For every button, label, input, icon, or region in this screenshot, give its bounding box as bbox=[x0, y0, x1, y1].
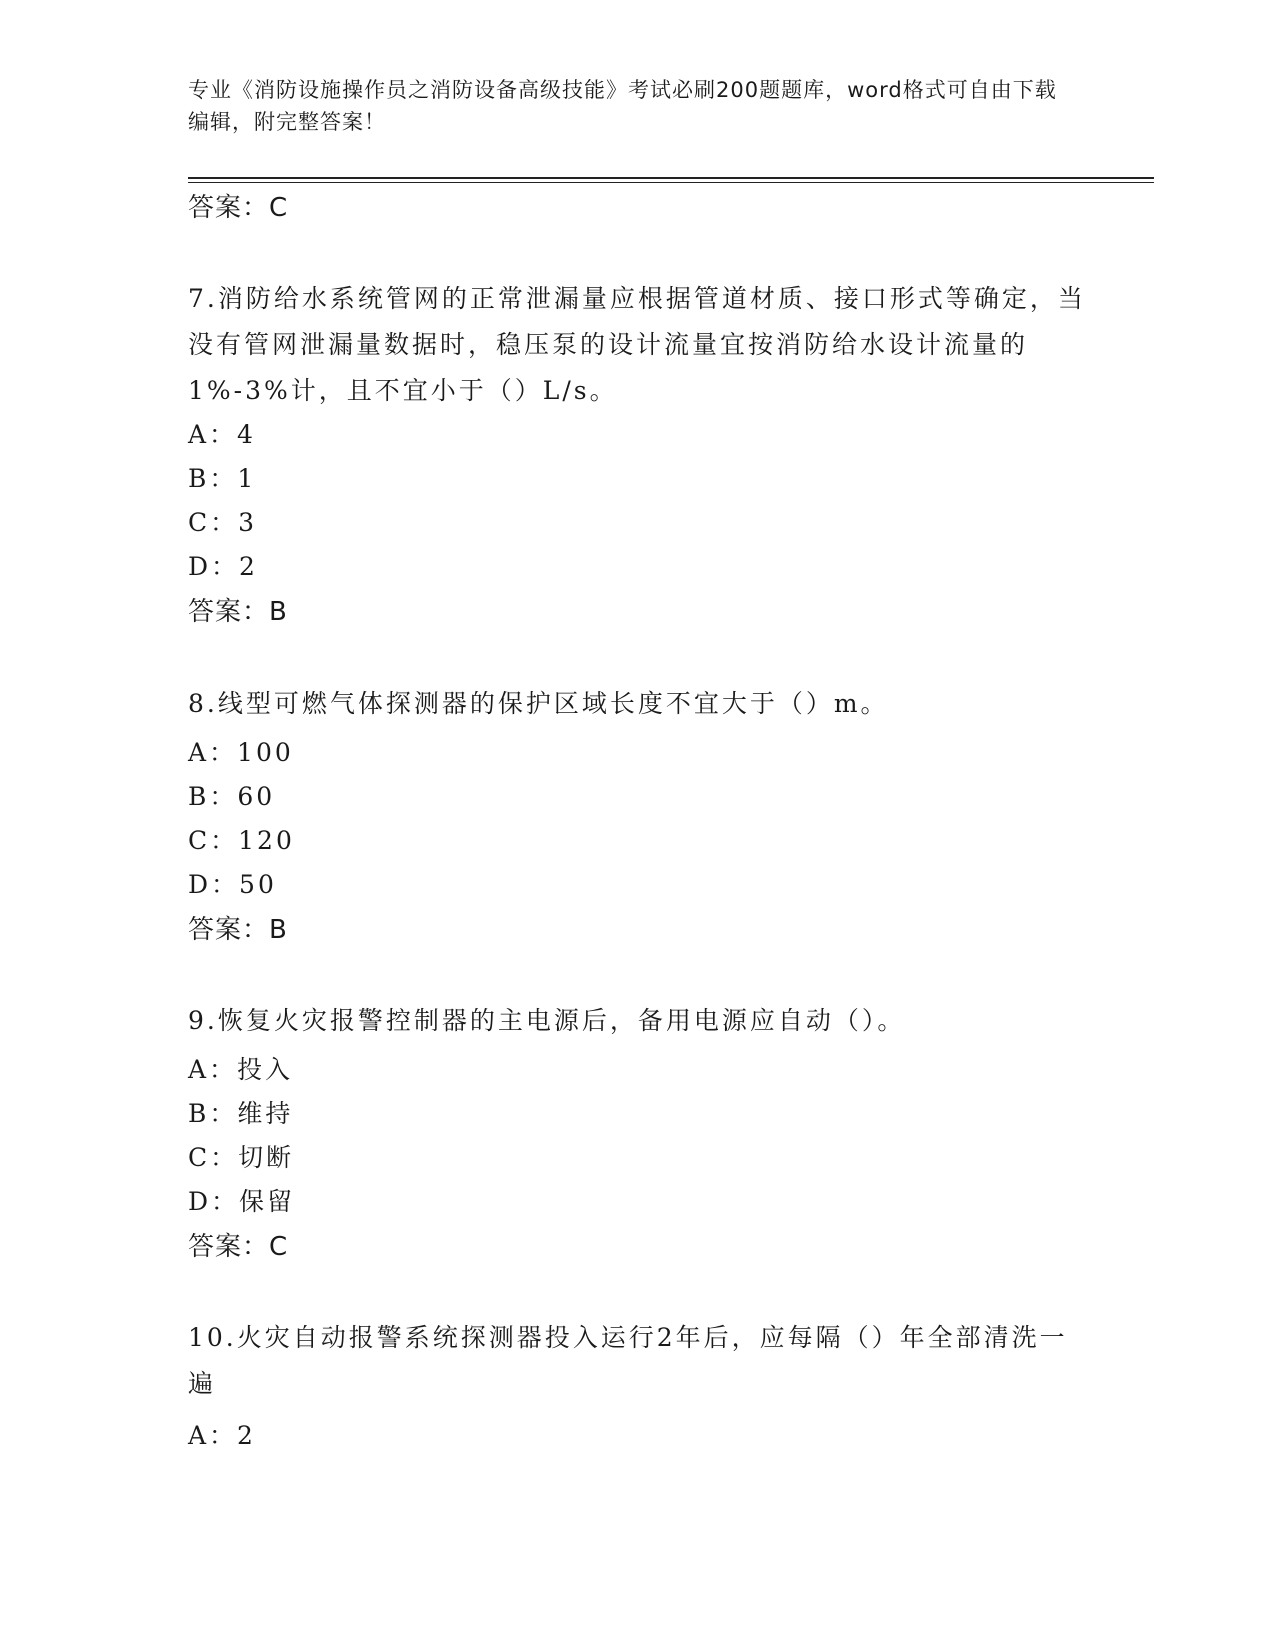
answer-q7: 答案：B bbox=[188, 597, 288, 627]
question-10-stem: 10.火灾自动报警系统探测器投入运行2年后，应每隔（）年全部清洗一遍 bbox=[188, 1323, 1068, 1398]
document-header: 专业《消防设施操作员之消防设备高级技能》考试必刷200题题库，word格式可自由下载编辑，附完整答案！ bbox=[188, 78, 1057, 134]
question-9-option-a: A：投入 bbox=[188, 1055, 294, 1084]
question-9-option-c: C：切断 bbox=[188, 1143, 295, 1172]
question-8-stem: 8.线型可燃气体探测器的保护区域长度不宜大于（）m。 bbox=[188, 689, 889, 718]
header-divider-thick bbox=[188, 177, 1154, 179]
question-10-option-a: A：2 bbox=[188, 1421, 256, 1450]
question-7-stem: 7.消防给水系统管网的正常泄漏量应根据管道材质、接口形式等确定，当没有管网泄漏量数据时，稳压泵的设计流量宜按消防给水设计流量的1%-3%计，且不宜小于（）L/s。 bbox=[188, 284, 1086, 405]
question-7-option-a: A：4 bbox=[188, 420, 256, 449]
question-7-option-d: D：2 bbox=[188, 552, 258, 581]
question-7-option-b: B：1 bbox=[188, 464, 257, 493]
answer-q6: 答案：C bbox=[188, 193, 289, 223]
header-divider-thin bbox=[188, 182, 1154, 183]
question-7-option-c: C：3 bbox=[188, 508, 258, 537]
question-8-option-a: A：100 bbox=[188, 738, 294, 767]
question-9-option-b: B：维持 bbox=[188, 1099, 294, 1128]
answer-q9: 答案：C bbox=[188, 1232, 289, 1262]
question-8-option-d: D：50 bbox=[188, 870, 277, 899]
answer-q8: 答案：B bbox=[188, 915, 288, 945]
question-8-option-b: B：60 bbox=[188, 782, 276, 811]
question-9-stem: 9.恢复火灾报警控制器的主电源后，备用电源应自动（）。 bbox=[188, 1006, 906, 1035]
question-9-option-d: D：保留 bbox=[188, 1187, 296, 1216]
question-8-option-c: C：120 bbox=[188, 826, 295, 855]
